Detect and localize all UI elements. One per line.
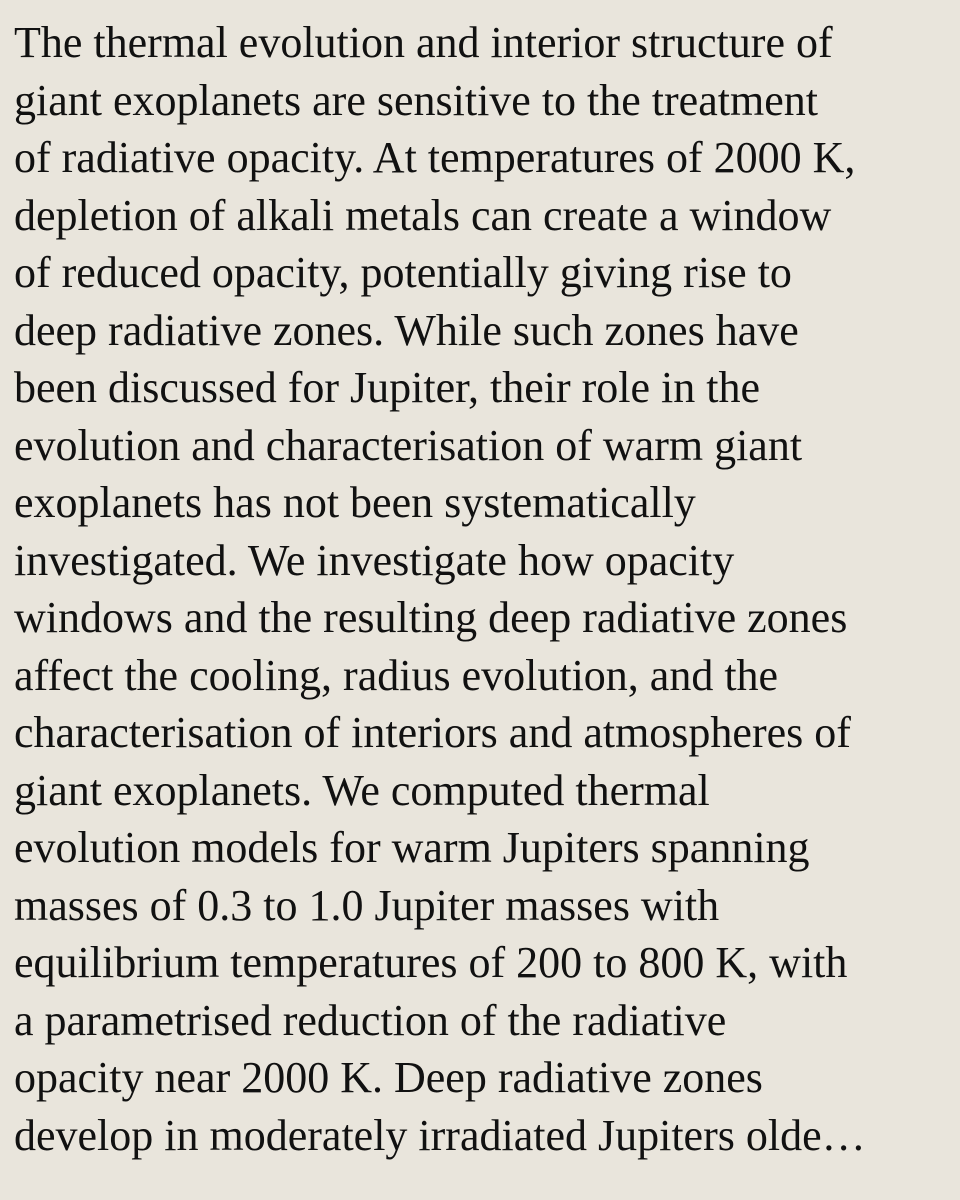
text-line: equilibrium temperatures of 200 to 800 K, with — [14, 938, 848, 987]
text-line: The thermal evolution and interior structure of — [14, 18, 833, 67]
text-line: of radiative opacity. At temperatures of 2000 K, — [14, 133, 856, 182]
text-line: exoplanets has not been systematically — [14, 478, 696, 527]
text-line: masses of 0.3 to 1.0 Jupiter masses with — [14, 880, 720, 930]
text-line: evolution models for warm Jupiters spanning — [14, 823, 810, 872]
abstract-paragraph — [14, 14, 946, 1164]
text-line: deep radiative zones. While such zones have — [14, 305, 799, 355]
text-line: investigated. We investigate how opacity — [14, 535, 735, 585]
text-line: giant exoplanets. We computed thermal — [14, 765, 710, 815]
text-line: evolution and characterisation of warm giant — [14, 420, 803, 470]
text-line: characterisation of interiors and atmospheres of — [14, 708, 851, 757]
text-line: depletion of alkali metals can create a window — [14, 190, 832, 240]
text-line: affect the cooling, radius evolution, and the — [14, 650, 779, 700]
text-line: giant exoplanets are sensitive to the treatment — [14, 75, 818, 125]
text-line: develop in moderately irradiated Jupiters olde… — [14, 1110, 866, 1160]
text-line: a parametrised reduction of the radiative — [14, 995, 727, 1045]
text-line: windows and the resulting deep radiative zones — [14, 593, 848, 642]
text-line: been discussed for Jupiter, their role in the — [14, 363, 761, 412]
text-line: of reduced opacity, potentially giving rise to — [14, 248, 792, 297]
text-line: opacity near 2000 K. Deep radiative zones — [14, 1053, 763, 1102]
